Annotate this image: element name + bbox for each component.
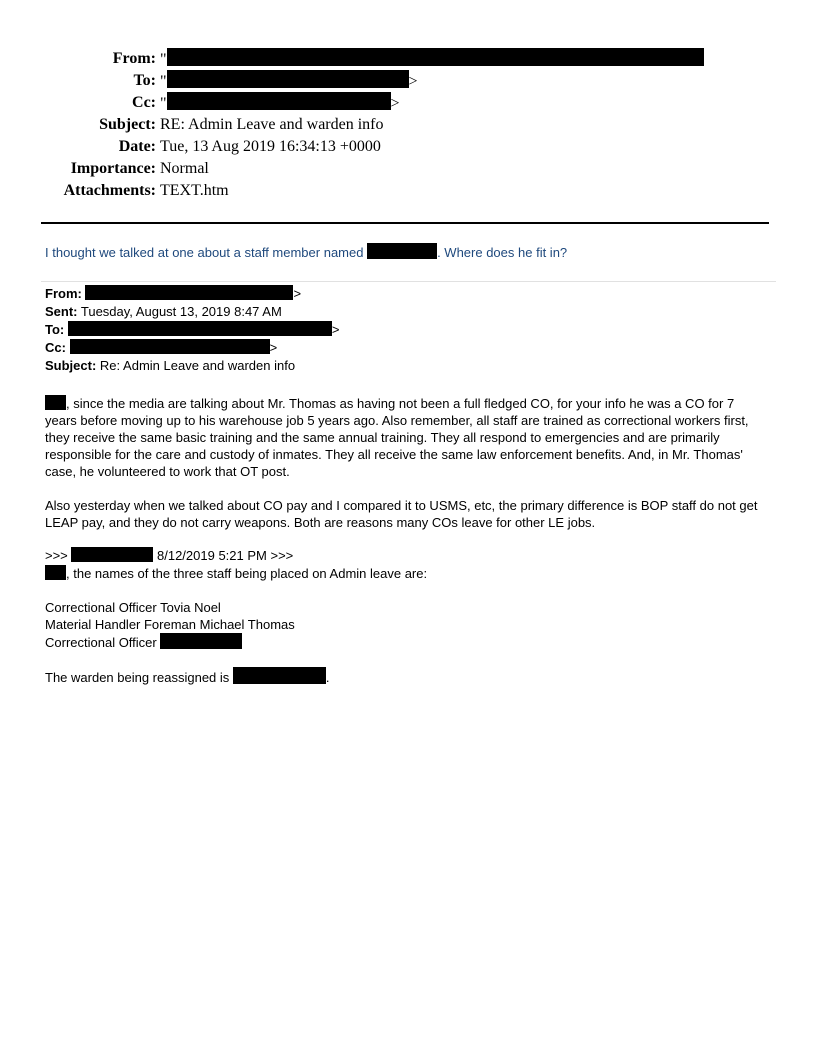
warden-period: . bbox=[325, 670, 330, 685]
fwd-sent-label: Sent: bbox=[45, 304, 78, 319]
fwd-cc-redaction bbox=[70, 339, 270, 354]
to-label: To: bbox=[133, 72, 156, 89]
reply-text-after: . Where does he fit in? bbox=[437, 245, 568, 260]
cc-redaction bbox=[167, 92, 391, 110]
fwd-cc-label: Cc: bbox=[45, 340, 66, 355]
fwd-subject-label: Subject: bbox=[45, 358, 97, 373]
to-suffix: > bbox=[408, 73, 418, 90]
staff3-redaction bbox=[160, 633, 242, 649]
fwd-cc-suffix: > bbox=[269, 340, 278, 355]
body-p1-line3: they receive the same basic training and the same annual training. They all respond to emergencies and are primarily bbox=[45, 430, 720, 445]
fwd-subject-row bbox=[45, 357, 295, 374]
body-p1-line5: case, he volunteered to work that OT post. bbox=[45, 464, 290, 479]
cc-label: Cc: bbox=[132, 94, 156, 111]
salutation-redaction bbox=[45, 395, 66, 410]
fwd-from-suffix: > bbox=[293, 286, 302, 301]
importance-value: Normal bbox=[160, 160, 209, 177]
body-p1-line2: years before moving up to his warehouse job 5 years ago. Also remember, all staff are trained as correctional workers first, bbox=[45, 413, 749, 428]
from-redaction bbox=[167, 48, 704, 66]
body-p2-line1: Also yesterday when we talked about CO pay and I compared it to USMS, etc, the primary difference is BOP staff do not get bbox=[45, 498, 758, 513]
reply-redaction bbox=[367, 243, 437, 259]
fwd-sent-row bbox=[45, 303, 282, 320]
quote-sender-redaction bbox=[71, 547, 153, 562]
warden-redaction bbox=[233, 667, 326, 684]
fwd-from-row bbox=[45, 285, 301, 302]
quote-date: 8/12/2019 5:21 PM >>> bbox=[153, 548, 294, 563]
body-p1-line4: responsible for the care and custody of inmates. They all receive the same law enforcement benefits. And, in Mr. Thomas' bbox=[45, 447, 743, 462]
cc-suffix: > bbox=[390, 95, 400, 112]
subject-label: Subject: bbox=[99, 116, 156, 133]
fwd-subject-value: Re: Admin Leave and warden info bbox=[99, 358, 296, 373]
warden-text: The warden being reassigned is bbox=[45, 670, 233, 685]
date-value: Tue, 13 Aug 2019 16:34:13 +0000 bbox=[160, 138, 381, 155]
from-label: From: bbox=[112, 50, 156, 67]
warden-line bbox=[45, 667, 330, 686]
attachments-value: TEXT.htm bbox=[160, 182, 229, 199]
fwd-from-redaction bbox=[85, 285, 293, 300]
quote-salutation-redaction bbox=[45, 565, 66, 580]
to-quote: " bbox=[160, 73, 167, 90]
fwd-to-redaction bbox=[68, 321, 332, 336]
body-p1-line1 bbox=[45, 395, 734, 412]
quote-header bbox=[45, 547, 293, 564]
staff-item-1: Correctional Officer Tovia Noel bbox=[45, 600, 221, 615]
subject-value: RE: Admin Leave and warden info bbox=[160, 116, 384, 133]
to-redaction bbox=[167, 70, 409, 88]
cc-quote: " bbox=[160, 95, 167, 112]
attachments-label: Attachments: bbox=[63, 182, 156, 199]
fwd-to-row bbox=[45, 321, 339, 338]
quote-prefix: >>> bbox=[45, 548, 72, 563]
date-label: Date: bbox=[118, 138, 156, 155]
staff-item-3-text: Correctional Officer bbox=[45, 635, 161, 650]
header-divider bbox=[41, 222, 769, 224]
importance-label: Importance: bbox=[70, 160, 156, 177]
body-p2-line2: LEAP pay, and they do not carry weapons. Both are reasons many COs leave for other LE jobs. bbox=[45, 515, 596, 530]
from-quote: " bbox=[160, 51, 167, 68]
reply-text-before: I thought we talked at one about a staff member named bbox=[45, 245, 368, 260]
quoted-divider bbox=[41, 281, 776, 282]
fwd-sent-value: Tuesday, August 13, 2019 8:47 AM bbox=[80, 304, 282, 319]
fwd-from-label: From: bbox=[45, 286, 82, 301]
staff-item-2: Material Handler Foreman Michael Thomas bbox=[45, 617, 295, 632]
quote-line bbox=[45, 565, 427, 582]
fwd-to-suffix: > bbox=[331, 322, 340, 337]
reply-message bbox=[45, 243, 567, 262]
p1-line1-text: , since the media are talking about Mr. Thomas as having not been a full fledged CO, for your info he was a CO for 7 bbox=[66, 396, 735, 411]
quote-line-text: , the names of the three staff being placed on Admin leave are: bbox=[66, 566, 428, 581]
fwd-cc-row bbox=[45, 339, 277, 356]
staff-item-3 bbox=[45, 633, 242, 651]
fwd-to-label: To: bbox=[45, 322, 65, 337]
